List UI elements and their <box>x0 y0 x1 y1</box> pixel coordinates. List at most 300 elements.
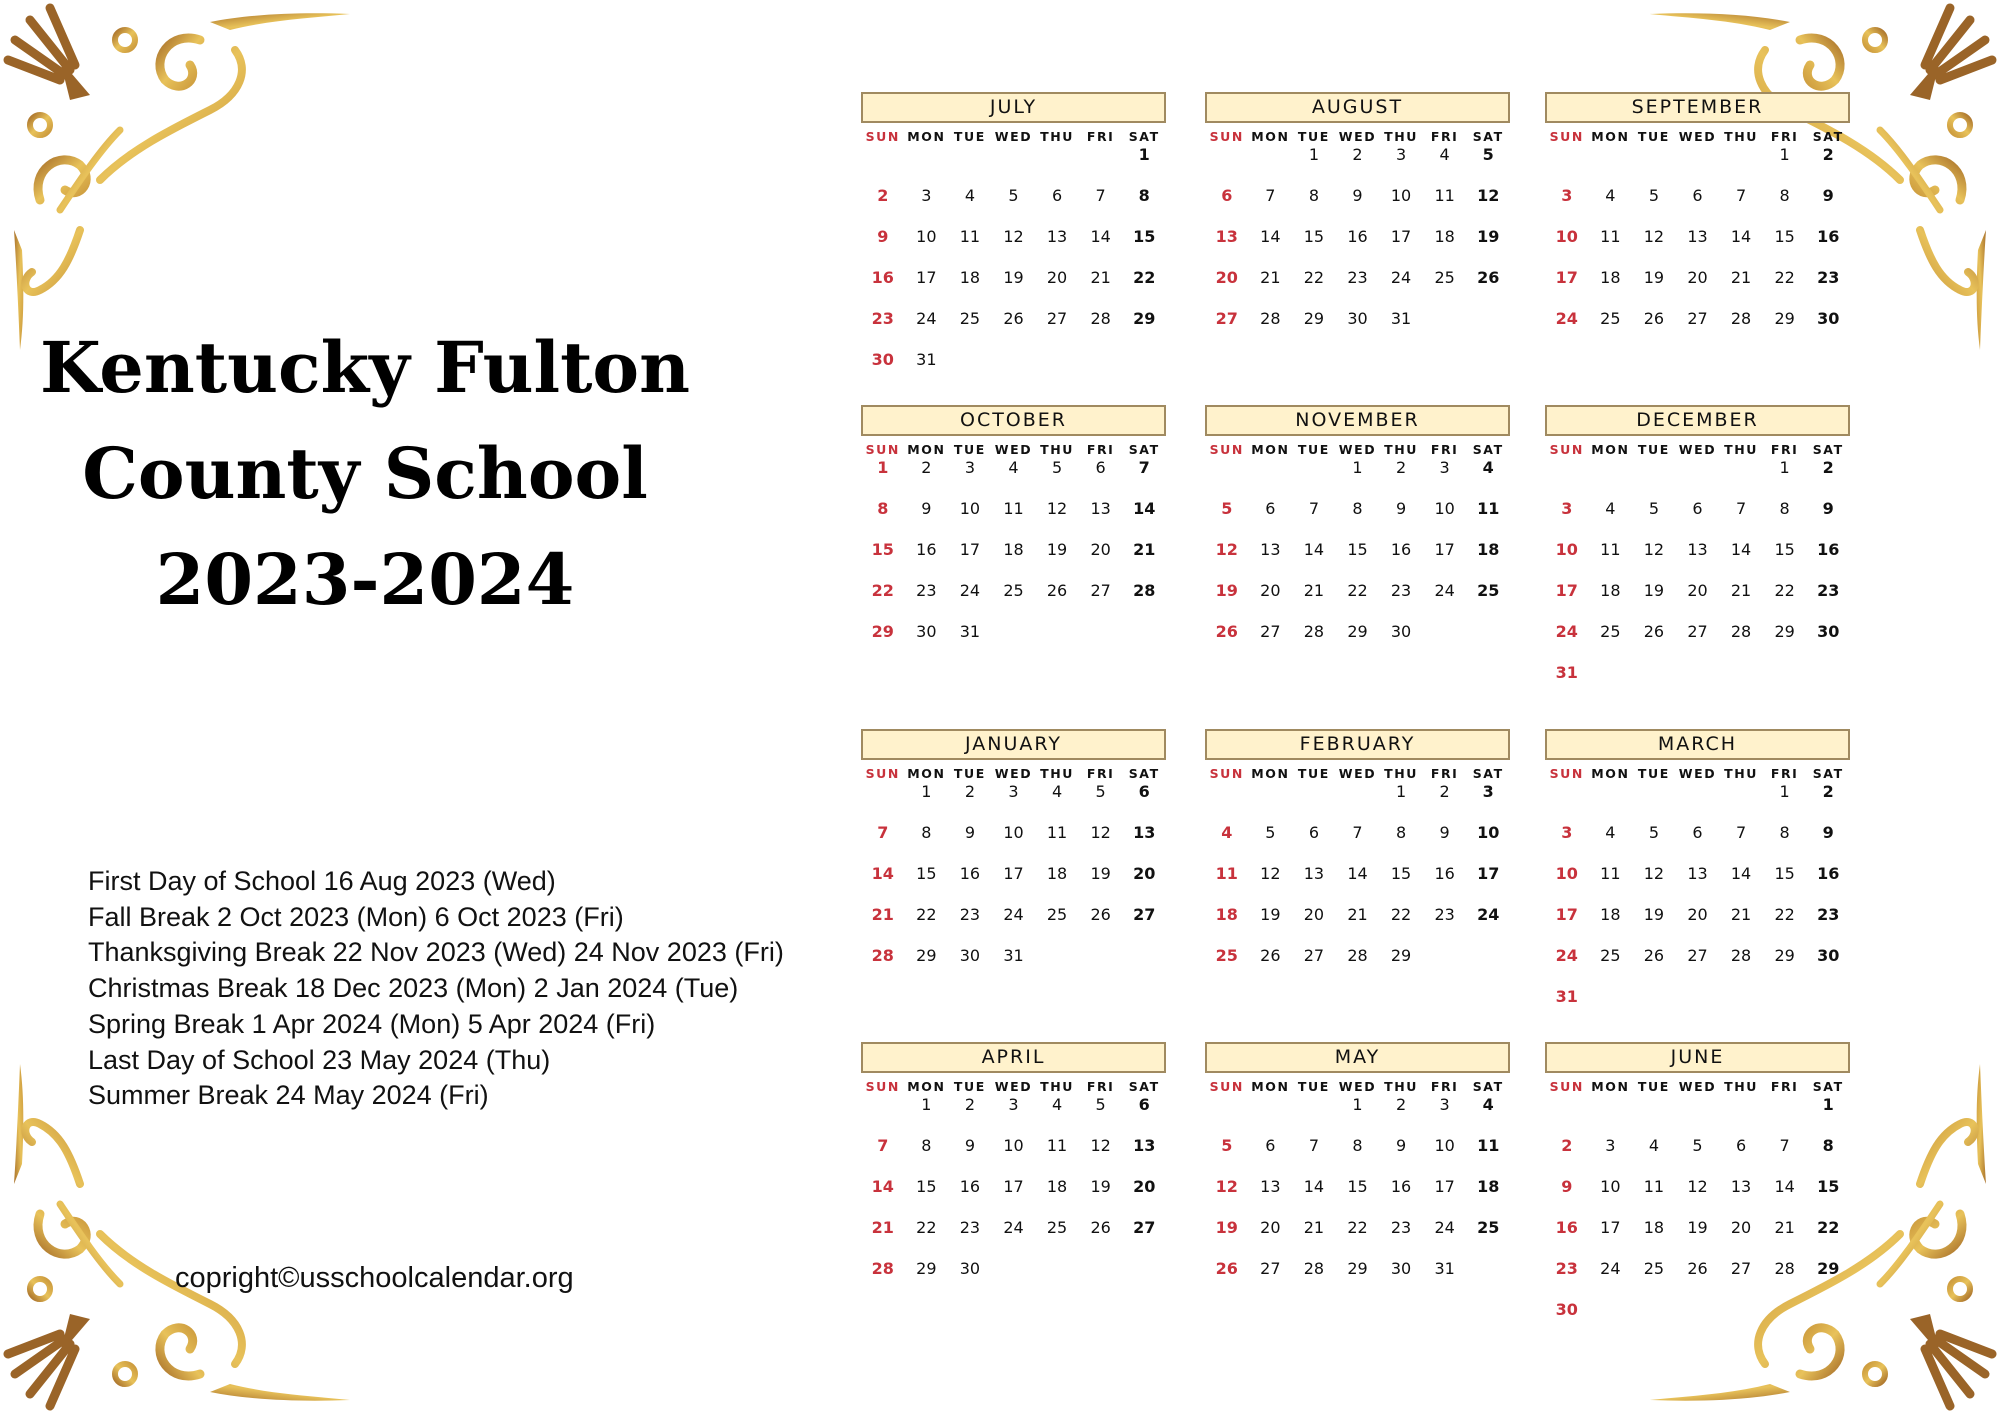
month-september <box>1545 92 1850 349</box>
weekday-label: SUN <box>865 1079 900 1094</box>
day-cell: 11 <box>1046 1136 1068 1155</box>
weekday-label: WED <box>994 1079 1033 1094</box>
day-cell: 3 <box>1008 1095 1019 1114</box>
day-cell: 28 <box>871 1259 894 1278</box>
day-cell: 9 <box>1561 1177 1573 1196</box>
day-cell: 18 <box>1434 227 1455 246</box>
weekday-label: WED <box>1678 766 1717 781</box>
title-line-1: Kentucky Fulton <box>40 326 690 409</box>
weekday-label: TUE <box>1297 442 1330 457</box>
day-cell: 15 <box>1303 227 1325 246</box>
day-cell: 2 <box>1395 458 1407 477</box>
day-cell: 31 <box>1555 987 1578 1006</box>
day-cell: 3 <box>1008 782 1019 801</box>
day-cell: 12 <box>1260 864 1281 883</box>
weekday-label: THU <box>1040 442 1075 457</box>
day-cell: 23 <box>1555 1259 1578 1278</box>
weekday-header-row <box>1545 129 1850 144</box>
day-cell: 1 <box>1352 1095 1363 1114</box>
empty-cell <box>1763 1094 1807 1135</box>
day-cell: 28 <box>1090 309 1111 328</box>
day-cell: 12 <box>1643 227 1665 246</box>
weekday-label: MON <box>1251 442 1290 457</box>
weekday-label: SUN <box>1549 129 1584 144</box>
day-cell: 21 <box>1730 268 1752 287</box>
month-march <box>1545 729 1850 1027</box>
weekday-label: SUN <box>1209 766 1244 781</box>
day-cell: 22 <box>871 581 894 600</box>
day-cell: 18 <box>1046 1177 1068 1196</box>
day-cell: 12 <box>1643 540 1665 559</box>
month-june <box>1545 1042 1850 1340</box>
day-cell: 19 <box>1643 581 1665 600</box>
day-cell: 9 <box>964 1136 976 1155</box>
day-cell: 6 <box>1265 499 1276 518</box>
day-cell: 26 <box>1477 268 1500 287</box>
day-cell: 21 <box>1090 268 1111 287</box>
day-cell: 13 <box>1133 823 1156 842</box>
day-cell: 23 <box>1390 1218 1412 1237</box>
day-cell: 3 <box>1561 186 1573 205</box>
month-header: FEBRUARY <box>1205 729 1510 760</box>
day-cell: 10 <box>959 499 981 518</box>
day-cell: 9 <box>1822 499 1834 518</box>
month-july <box>861 92 1166 390</box>
weekday-label: SUN <box>1209 1079 1244 1094</box>
empty-cell <box>861 1094 905 1135</box>
weekday-label: MON <box>907 129 946 144</box>
day-cell: 18 <box>1046 864 1068 883</box>
weekday-label: WED <box>1338 129 1377 144</box>
weekday-label: SUN <box>865 129 900 144</box>
weekday-label: SAT <box>1128 442 1160 457</box>
day-cell: 24 <box>1555 309 1578 328</box>
weekday-header-row <box>861 766 1166 781</box>
day-cell: 3 <box>964 458 976 477</box>
day-cell: 28 <box>871 946 894 965</box>
day-cell: 14 <box>1347 864 1368 883</box>
day-cell: 15 <box>1390 864 1412 883</box>
day-cell: 29 <box>1817 1259 1840 1278</box>
day-cell: 19 <box>1003 268 1024 287</box>
empty-cell <box>1719 457 1763 498</box>
month-december <box>1545 405 1850 703</box>
day-grid <box>861 1094 1166 1299</box>
day-cell: 15 <box>1347 1177 1368 1196</box>
day-cell: 17 <box>1434 1177 1455 1196</box>
day-cell: 8 <box>1352 1136 1363 1155</box>
day-cell: 8 <box>1779 499 1790 518</box>
month-header: APRIL <box>861 1042 1166 1073</box>
title-line-2: County School <box>82 432 648 515</box>
weekday-label: SAT <box>1812 766 1844 781</box>
day-cell: 14 <box>871 864 894 883</box>
weekday-label: WED <box>994 129 1033 144</box>
day-cell: 15 <box>1774 227 1795 246</box>
day-cell: 19 <box>1215 1218 1238 1237</box>
day-grid <box>861 781 1166 986</box>
empty-cell <box>1719 144 1763 185</box>
day-cell: 12 <box>1687 1177 1708 1196</box>
day-cell: 27 <box>1260 1259 1281 1278</box>
day-cell: 2 <box>964 782 976 801</box>
day-cell: 28 <box>1730 622 1752 641</box>
weekday-label: FRI <box>1430 442 1459 457</box>
weekday-label: SUN <box>1549 766 1584 781</box>
month-header: SEPTEMBER <box>1545 92 1850 123</box>
day-cell: 21 <box>1303 581 1325 600</box>
day-cell: 17 <box>1555 905 1578 924</box>
day-cell: 15 <box>871 540 894 559</box>
day-cell: 23 <box>1817 268 1840 287</box>
day-cell: 11 <box>1477 1136 1500 1155</box>
day-cell: 21 <box>1260 268 1281 287</box>
weekday-label: MON <box>1251 766 1290 781</box>
month-february <box>1205 729 1510 986</box>
empty-cell <box>1545 144 1589 185</box>
day-cell: 3 <box>921 186 932 205</box>
month-header: DECEMBER <box>1545 405 1850 436</box>
day-cell: 11 <box>1434 186 1455 205</box>
day-cell: 15 <box>916 864 937 883</box>
day-cell: 7 <box>1735 823 1747 842</box>
day-cell: 26 <box>1687 1259 1708 1278</box>
weekday-label: THU <box>1040 129 1075 144</box>
day-cell: 10 <box>1003 1136 1024 1155</box>
month-header: MAY <box>1205 1042 1510 1073</box>
day-cell: 5 <box>1648 823 1660 842</box>
empty-cell <box>1545 781 1589 822</box>
day-cell: 10 <box>1600 1177 1621 1196</box>
day-cell: 29 <box>916 946 937 965</box>
day-cell: 12 <box>1215 1177 1238 1196</box>
month-august <box>1205 92 1510 349</box>
day-cell: 4 <box>1008 458 1019 477</box>
weekday-label: SUN <box>865 766 900 781</box>
day-cell: 30 <box>1817 946 1840 965</box>
day-cell: 2 <box>1439 782 1450 801</box>
day-cell: 2 <box>1395 1095 1407 1114</box>
day-cell: 9 <box>1395 499 1407 518</box>
day-grid <box>1545 781 1850 1027</box>
day-cell: 23 <box>1817 581 1840 600</box>
day-cell: 20 <box>1260 1218 1281 1237</box>
day-cell: 20 <box>1687 905 1708 924</box>
empty-cell <box>1292 781 1336 822</box>
day-cell: 31 <box>1003 946 1024 965</box>
day-cell: 9 <box>921 499 932 518</box>
day-cell: 23 <box>1390 581 1412 600</box>
day-cell: 2 <box>877 186 889 205</box>
day-cell: 13 <box>1730 1177 1752 1196</box>
day-cell: 12 <box>1090 823 1111 842</box>
weekday-label: MON <box>907 442 946 457</box>
day-cell: 4 <box>1221 823 1233 842</box>
day-cell: 3 <box>1561 499 1573 518</box>
day-cell: 28 <box>1303 622 1325 641</box>
day-cell: 2 <box>1352 145 1363 164</box>
day-cell: 14 <box>1774 1177 1795 1196</box>
day-cell: 8 <box>1308 186 1320 205</box>
empty-cell <box>1336 781 1380 822</box>
day-cell: 26 <box>1643 946 1665 965</box>
day-cell: 5 <box>1095 1095 1106 1114</box>
day-cell: 12 <box>1643 864 1665 883</box>
day-cell: 30 <box>1390 1259 1412 1278</box>
weekday-label: SAT <box>1472 766 1504 781</box>
day-cell: 14 <box>1730 227 1752 246</box>
day-cell: 13 <box>1687 227 1708 246</box>
day-cell: 17 <box>959 540 981 559</box>
day-cell: 25 <box>959 309 981 328</box>
day-cell: 1 <box>1308 145 1320 164</box>
day-cell: 8 <box>1822 1136 1834 1155</box>
weekday-label: SAT <box>1812 442 1844 457</box>
day-cell: 29 <box>1774 309 1795 328</box>
empty-cell <box>1079 144 1123 185</box>
day-cell: 18 <box>1600 581 1621 600</box>
day-cell: 6 <box>1265 1136 1276 1155</box>
weekday-label: WED <box>1338 1079 1377 1094</box>
day-cell: 25 <box>1434 268 1455 287</box>
day-cell: 4 <box>1482 1095 1494 1114</box>
empty-cell <box>1205 457 1249 498</box>
day-cell: 7 <box>1138 458 1150 477</box>
day-cell: 29 <box>1347 1259 1368 1278</box>
day-cell: 3 <box>1439 1095 1450 1114</box>
weekday-label: FRI <box>1770 442 1799 457</box>
empty-cell <box>1676 781 1720 822</box>
day-cell: 17 <box>1434 540 1455 559</box>
day-cell: 10 <box>1555 540 1578 559</box>
weekday-header-row <box>861 129 1166 144</box>
day-cell: 5 <box>1648 186 1660 205</box>
day-cell: 7 <box>1735 186 1747 205</box>
weekday-label: MON <box>907 766 946 781</box>
day-cell: 21 <box>1774 1218 1795 1237</box>
day-cell: 11 <box>1003 499 1024 518</box>
day-cell: 1 <box>1822 1095 1834 1114</box>
weekday-label: FRI <box>1430 1079 1459 1094</box>
day-cell: 17 <box>916 268 937 287</box>
day-cell: 4 <box>1605 186 1616 205</box>
day-cell: 8 <box>1779 823 1790 842</box>
weekday-header-row <box>1205 1079 1510 1094</box>
weekday-label: WED <box>1678 442 1717 457</box>
day-cell: 20 <box>1730 1218 1752 1237</box>
weekday-label: WED <box>1338 442 1377 457</box>
day-cell: 30 <box>1817 622 1840 641</box>
day-cell: 19 <box>1090 1177 1111 1196</box>
day-cell: 15 <box>1347 540 1368 559</box>
weekday-label: TUE <box>1637 1079 1670 1094</box>
empty-cell <box>1676 144 1720 185</box>
event-list <box>88 864 828 1114</box>
day-cell: 27 <box>1090 581 1111 600</box>
weekday-label: TUE <box>1637 766 1670 781</box>
day-cell: 17 <box>1003 1177 1024 1196</box>
day-cell: 12 <box>1090 1136 1111 1155</box>
day-cell: 15 <box>1133 227 1156 246</box>
day-cell: 10 <box>1555 227 1578 246</box>
day-cell: 16 <box>1817 540 1840 559</box>
weekday-label: TUE <box>1297 766 1330 781</box>
day-cell: 2 <box>921 458 932 477</box>
day-cell: 29 <box>1390 946 1412 965</box>
event-summer-break: Summer Break 24 May 2024 (Fri) <box>88 1080 489 1111</box>
weekday-label: SAT <box>1472 442 1504 457</box>
day-cell: 20 <box>1687 581 1708 600</box>
day-cell: 4 <box>1605 823 1616 842</box>
day-cell: 20 <box>1687 268 1708 287</box>
day-cell: 18 <box>1477 540 1500 559</box>
day-cell: 25 <box>1046 1218 1068 1237</box>
weekday-label: THU <box>1384 442 1419 457</box>
day-cell: 24 <box>1003 1218 1024 1237</box>
day-cell: 23 <box>959 905 981 924</box>
day-cell: 24 <box>959 581 981 600</box>
day-cell: 20 <box>1133 1177 1156 1196</box>
event-spring-break: Spring Break 1 Apr 2024 (Mon) 5 Apr 2024 (Fri) <box>88 1008 656 1039</box>
day-cell: 8 <box>1395 823 1407 842</box>
day-cell: 27 <box>1133 1218 1156 1237</box>
day-cell: 22 <box>1303 268 1325 287</box>
weekday-label: FRI <box>1086 442 1115 457</box>
day-cell: 6 <box>1051 186 1063 205</box>
day-cell: 31 <box>1434 1259 1455 1278</box>
weekday-label: FRI <box>1430 129 1459 144</box>
day-cell: 20 <box>1260 581 1281 600</box>
day-grid <box>1205 144 1510 349</box>
day-cell: 18 <box>959 268 981 287</box>
empty-cell <box>1205 781 1249 822</box>
empty-cell <box>861 144 905 185</box>
day-cell: 3 <box>1439 458 1450 477</box>
weekday-label: MON <box>1591 129 1630 144</box>
day-cell: 2 <box>1822 782 1834 801</box>
day-cell: 26 <box>1046 581 1068 600</box>
weekday-label: SAT <box>1812 1079 1844 1094</box>
day-cell: 15 <box>1817 1177 1840 1196</box>
day-cell: 27 <box>1303 946 1325 965</box>
day-cell: 14 <box>1133 499 1156 518</box>
month-header: JUNE <box>1545 1042 1850 1073</box>
weekday-label: SAT <box>1128 1079 1160 1094</box>
day-grid <box>1205 457 1510 662</box>
day-cell: 15 <box>1774 864 1795 883</box>
day-cell: 22 <box>916 1218 937 1237</box>
day-cell: 5 <box>1692 1136 1703 1155</box>
weekday-label: SUN <box>865 442 900 457</box>
day-cell: 18 <box>1215 905 1238 924</box>
day-cell: 14 <box>1303 540 1325 559</box>
empty-cell <box>905 144 949 185</box>
month-january <box>861 729 1166 986</box>
day-cell: 8 <box>921 823 932 842</box>
day-cell: 23 <box>1434 905 1455 924</box>
day-cell: 1 <box>1779 782 1790 801</box>
day-cell: 11 <box>1046 823 1068 842</box>
empty-cell <box>1632 144 1676 185</box>
day-cell: 21 <box>871 1218 894 1237</box>
day-cell: 27 <box>1687 309 1708 328</box>
day-cell: 27 <box>1730 1259 1752 1278</box>
day-cell: 27 <box>1687 946 1708 965</box>
day-cell: 25 <box>1600 622 1621 641</box>
weekday-label: THU <box>1724 1079 1759 1094</box>
day-cell: 24 <box>1434 581 1455 600</box>
day-cell: 1 <box>877 458 889 477</box>
empty-cell <box>992 144 1036 185</box>
page-title <box>40 315 690 633</box>
day-cell: 8 <box>1352 499 1363 518</box>
day-cell: 28 <box>1730 309 1752 328</box>
day-cell: 14 <box>871 1177 894 1196</box>
day-cell: 19 <box>1090 864 1111 883</box>
month-header: AUGUST <box>1205 92 1510 123</box>
day-cell: 7 <box>877 823 889 842</box>
day-cell: 20 <box>1215 268 1238 287</box>
day-cell: 12 <box>1477 186 1500 205</box>
weekday-label: SAT <box>1128 129 1160 144</box>
day-cell: 14 <box>1730 864 1752 883</box>
day-cell: 16 <box>1817 227 1840 246</box>
empty-cell <box>1205 144 1249 185</box>
day-cell: 25 <box>1477 581 1500 600</box>
day-cell: 9 <box>1395 1136 1407 1155</box>
day-cell: 20 <box>1090 540 1111 559</box>
day-cell: 11 <box>1477 499 1500 518</box>
empty-cell <box>1292 457 1336 498</box>
day-cell: 22 <box>1817 1218 1840 1237</box>
weekday-label: FRI <box>1086 129 1115 144</box>
day-cell: 5 <box>1008 186 1019 205</box>
weekday-label: MON <box>907 1079 946 1094</box>
day-cell: 30 <box>916 622 937 641</box>
day-cell: 14 <box>1730 540 1752 559</box>
month-header: JULY <box>861 92 1166 123</box>
day-cell: 23 <box>871 309 894 328</box>
day-cell: 19 <box>1260 905 1281 924</box>
day-cell: 16 <box>959 1177 981 1196</box>
day-cell: 31 <box>959 622 981 641</box>
day-grid <box>861 144 1166 390</box>
day-cell: 7 <box>1265 186 1276 205</box>
weekday-header-row <box>1545 766 1850 781</box>
day-cell: 27 <box>1215 309 1238 328</box>
day-cell: 28 <box>1133 581 1156 600</box>
weekday-label: WED <box>994 442 1033 457</box>
event-last-day: Last Day of School 23 May 2024 (Thu) <box>88 1044 551 1075</box>
day-cell: 21 <box>871 905 894 924</box>
day-cell: 24 <box>1600 1259 1621 1278</box>
weekday-label: SUN <box>1209 129 1244 144</box>
weekday-label: THU <box>1724 442 1759 457</box>
weekday-header-row <box>861 1079 1166 1094</box>
empty-cell <box>1249 457 1293 498</box>
day-cell: 22 <box>1774 581 1795 600</box>
day-cell: 24 <box>1555 622 1578 641</box>
day-cell: 16 <box>959 864 981 883</box>
day-cell: 22 <box>1133 268 1156 287</box>
empty-cell <box>1589 457 1633 498</box>
day-cell: 17 <box>1555 268 1578 287</box>
day-cell: 30 <box>1390 622 1412 641</box>
day-cell: 25 <box>1477 1218 1500 1237</box>
day-cell: 13 <box>1687 864 1708 883</box>
day-cell: 19 <box>1643 268 1665 287</box>
day-cell: 11 <box>1643 1177 1665 1196</box>
